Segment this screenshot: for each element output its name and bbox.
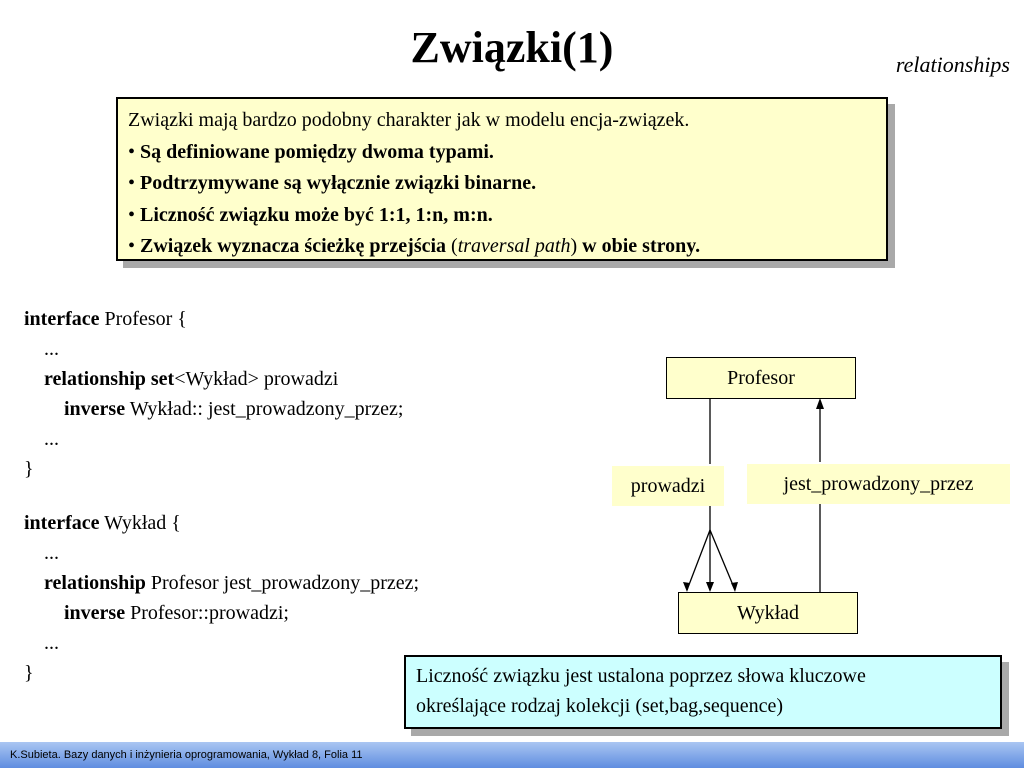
code-text: <Wykład> prowadzi bbox=[174, 368, 339, 390]
footer-bar bbox=[0, 742, 1024, 768]
code-text: Profesor { bbox=[104, 308, 187, 330]
class-box-wyklad: Wykład bbox=[678, 592, 858, 634]
keyword: inverse bbox=[64, 398, 126, 420]
code-line: ... bbox=[44, 338, 59, 360]
slide-title: Związki(1) bbox=[410, 23, 614, 72]
intro-bullet-2-text: Podtrzymywane są wyłącznie związki binarne. bbox=[140, 172, 537, 194]
bullet-mark: • bbox=[128, 140, 136, 163]
code-text: Profesor jest_prowadzony_przez; bbox=[150, 572, 420, 594]
keyword: interface bbox=[24, 512, 100, 534]
arrowhead-icon bbox=[731, 582, 738, 592]
note-line-2: określające rodzaj kolekcji (set,bag,sequence) bbox=[416, 695, 784, 717]
intro-bullet-4-tail: w obie strony. bbox=[582, 235, 701, 257]
code-line: ... bbox=[44, 632, 59, 654]
label-prowadzi: prowadzi bbox=[612, 466, 724, 506]
arrowhead-icon bbox=[706, 582, 714, 592]
keyword: inverse bbox=[64, 602, 126, 624]
code-line: ... bbox=[44, 542, 59, 564]
code-text: Wykład { bbox=[104, 512, 181, 534]
code-line: } bbox=[24, 458, 34, 480]
intro-bullet-4-bold: Związek wyznacza ścieżkę przejścia bbox=[140, 235, 447, 257]
bullet-mark: • bbox=[128, 235, 136, 257]
keyword: interface bbox=[24, 308, 100, 330]
intro-bullet-1-text: Są definiowane pomiędzy dwoma typami. bbox=[140, 140, 494, 163]
prowadzi-prong-right bbox=[710, 530, 735, 590]
intro-bullet-3-text: Liczność związku może być 1:1, 1:n, m:n. bbox=[140, 203, 493, 226]
bullet-mark: • bbox=[128, 203, 136, 226]
prowadzi-prong-left bbox=[687, 530, 710, 590]
footer-text: K.Subieta. Bazy danych i inżynieria oprogramowania, Wykład 8, Folia 11 bbox=[10, 749, 363, 761]
code-text: Profesor::prowadzi; bbox=[130, 602, 289, 624]
keyword: relationship bbox=[44, 572, 146, 594]
code-line: ... bbox=[44, 428, 59, 450]
slide-subtitle: relationships bbox=[895, 52, 1010, 77]
paren-close: ) bbox=[570, 235, 578, 257]
code-line: } bbox=[24, 662, 34, 684]
arrowhead-icon bbox=[683, 582, 690, 592]
intro-bullet-4-italic: traversal path bbox=[457, 235, 571, 257]
note-line-1: Liczność związku jest ustalona poprzez słowa kluczowe bbox=[416, 665, 866, 687]
keyword: relationship set bbox=[44, 368, 175, 390]
bullet-mark: • bbox=[128, 172, 136, 194]
paren-open: ( bbox=[451, 235, 458, 257]
arrowhead-icon bbox=[816, 398, 824, 409]
code-text: Wykład:: jest_prowadzony_przez; bbox=[129, 398, 404, 420]
class-box-profesor: Profesor bbox=[666, 357, 856, 399]
note-box bbox=[404, 655, 1002, 729]
intro-line: Związki mają bardzo podobny charakter jak w modelu encja-związek. bbox=[128, 109, 690, 131]
label-jest-prowadzony-przez: jest_prowadzony_przez bbox=[747, 464, 1010, 504]
